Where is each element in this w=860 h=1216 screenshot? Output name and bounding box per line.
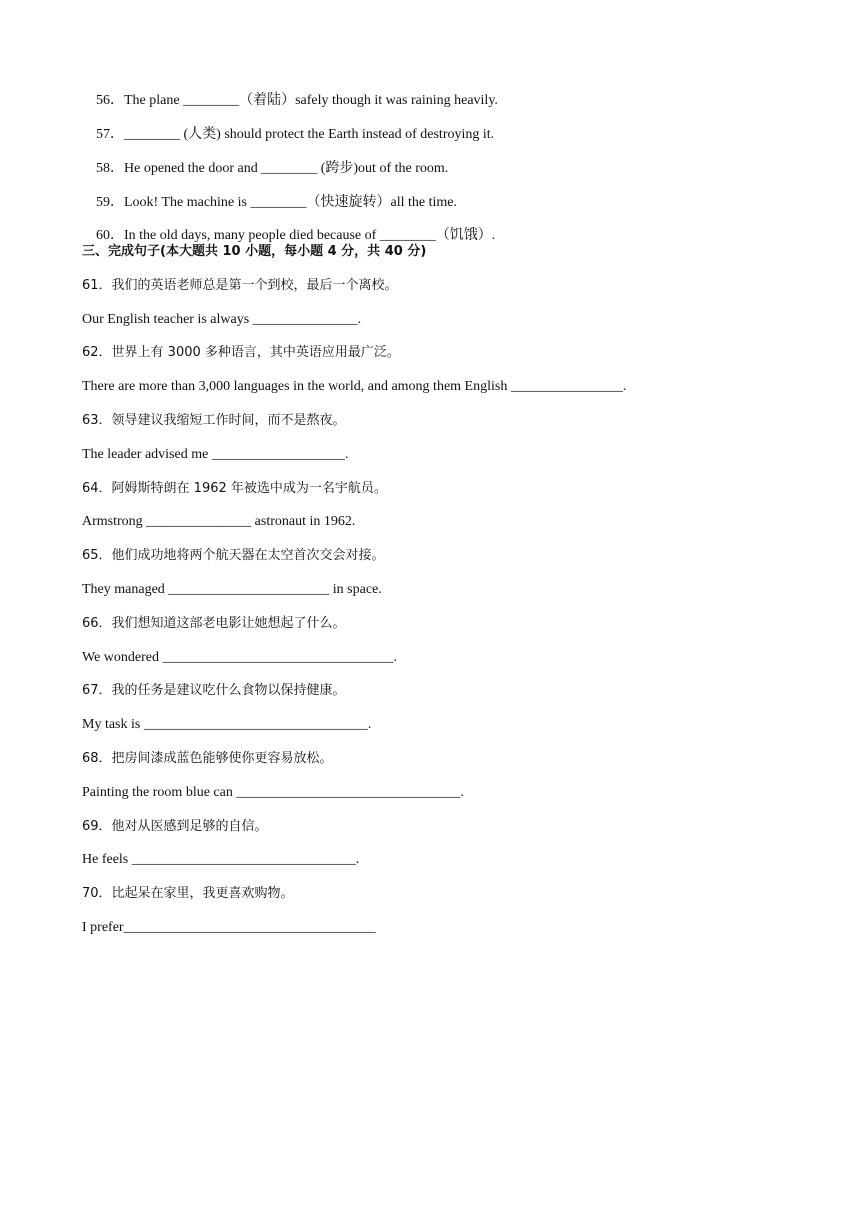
question-57: [82, 108, 495, 142]
question-64-answer: Armstrong _______________ astronaut in 1962.: [82, 514, 356, 529]
question-number: 56．: [96, 93, 124, 108]
question-63-answer: The leader advised me ___________________.: [82, 447, 349, 462]
question-60: [82, 209, 496, 243]
question-text: ________ (人类) should protect the Earth instead of destroying it.: [124, 127, 495, 142]
question-67-prompt: 67．我的任务是建议吃什么食物以保持健康。: [82, 683, 346, 698]
question-59: [82, 176, 457, 210]
question-61-answer: Our English teacher is always _______________.: [82, 312, 362, 327]
question-text: The plane ________（着陆）safely though it was raining heavily.: [124, 93, 498, 108]
question-69-prompt: 69．他对从医感到足够的自信。: [82, 819, 268, 834]
question-text: In the old days, many people died because of ________（饥饿）.: [124, 228, 496, 243]
question-number: 60．: [96, 228, 124, 243]
question-70-prompt: 70．比起呆在家里，我更喜欢购物。: [82, 886, 294, 901]
question-68-prompt: 68．把房间漆成蓝色能够使你更容易放松。: [82, 751, 333, 766]
question-text: He opened the door and ________ (跨步)out of the room.: [124, 161, 449, 176]
question-text: Look! The machine is ________（快速旋转）all the time.: [124, 195, 457, 210]
question-62-answer: There are more than 3,000 languages in the world, and among them English ________________.: [82, 379, 627, 394]
question-67-answer: My task is ________________________________.: [82, 717, 372, 732]
question-65-prompt: 65．他们成功地将两个航天器在太空首次交会对接。: [82, 548, 385, 563]
question-62-prompt: 62．世界上有 3000 多种语言，其中英语应用最广泛。: [82, 345, 400, 360]
question-69-answer: He feels ________________________________.: [82, 852, 360, 867]
question-number: 58．: [96, 161, 124, 176]
question-61-prompt: 61．我们的英语老师总是第一个到校，最后一个离校。: [82, 278, 398, 293]
question-56: [82, 74, 498, 108]
section-heading: 三、完成句子(本大题共 10 小题，每小题 4 分，共 40 分): [82, 244, 427, 259]
question-63-prompt: 63．领导建议我缩短工作时间，而不是熬夜。: [82, 413, 346, 428]
question-70-answer: I prefer____________________________________: [82, 920, 376, 935]
question-68-answer: Painting the room blue can ________________________________.: [82, 785, 464, 800]
question-number: 57．: [96, 127, 124, 142]
question-number: 59．: [96, 195, 124, 210]
question-58: [82, 142, 449, 176]
question-66-answer: We wondered _________________________________.: [82, 650, 398, 665]
question-64-prompt: 64．阿姆斯特朗在 1962 年被选中成为一名宇航员。: [82, 481, 387, 496]
question-65-answer: They managed _______________________ in space.: [82, 582, 382, 597]
question-66-prompt: 66．我们想知道这部老电影让她想起了什么。: [82, 616, 346, 631]
